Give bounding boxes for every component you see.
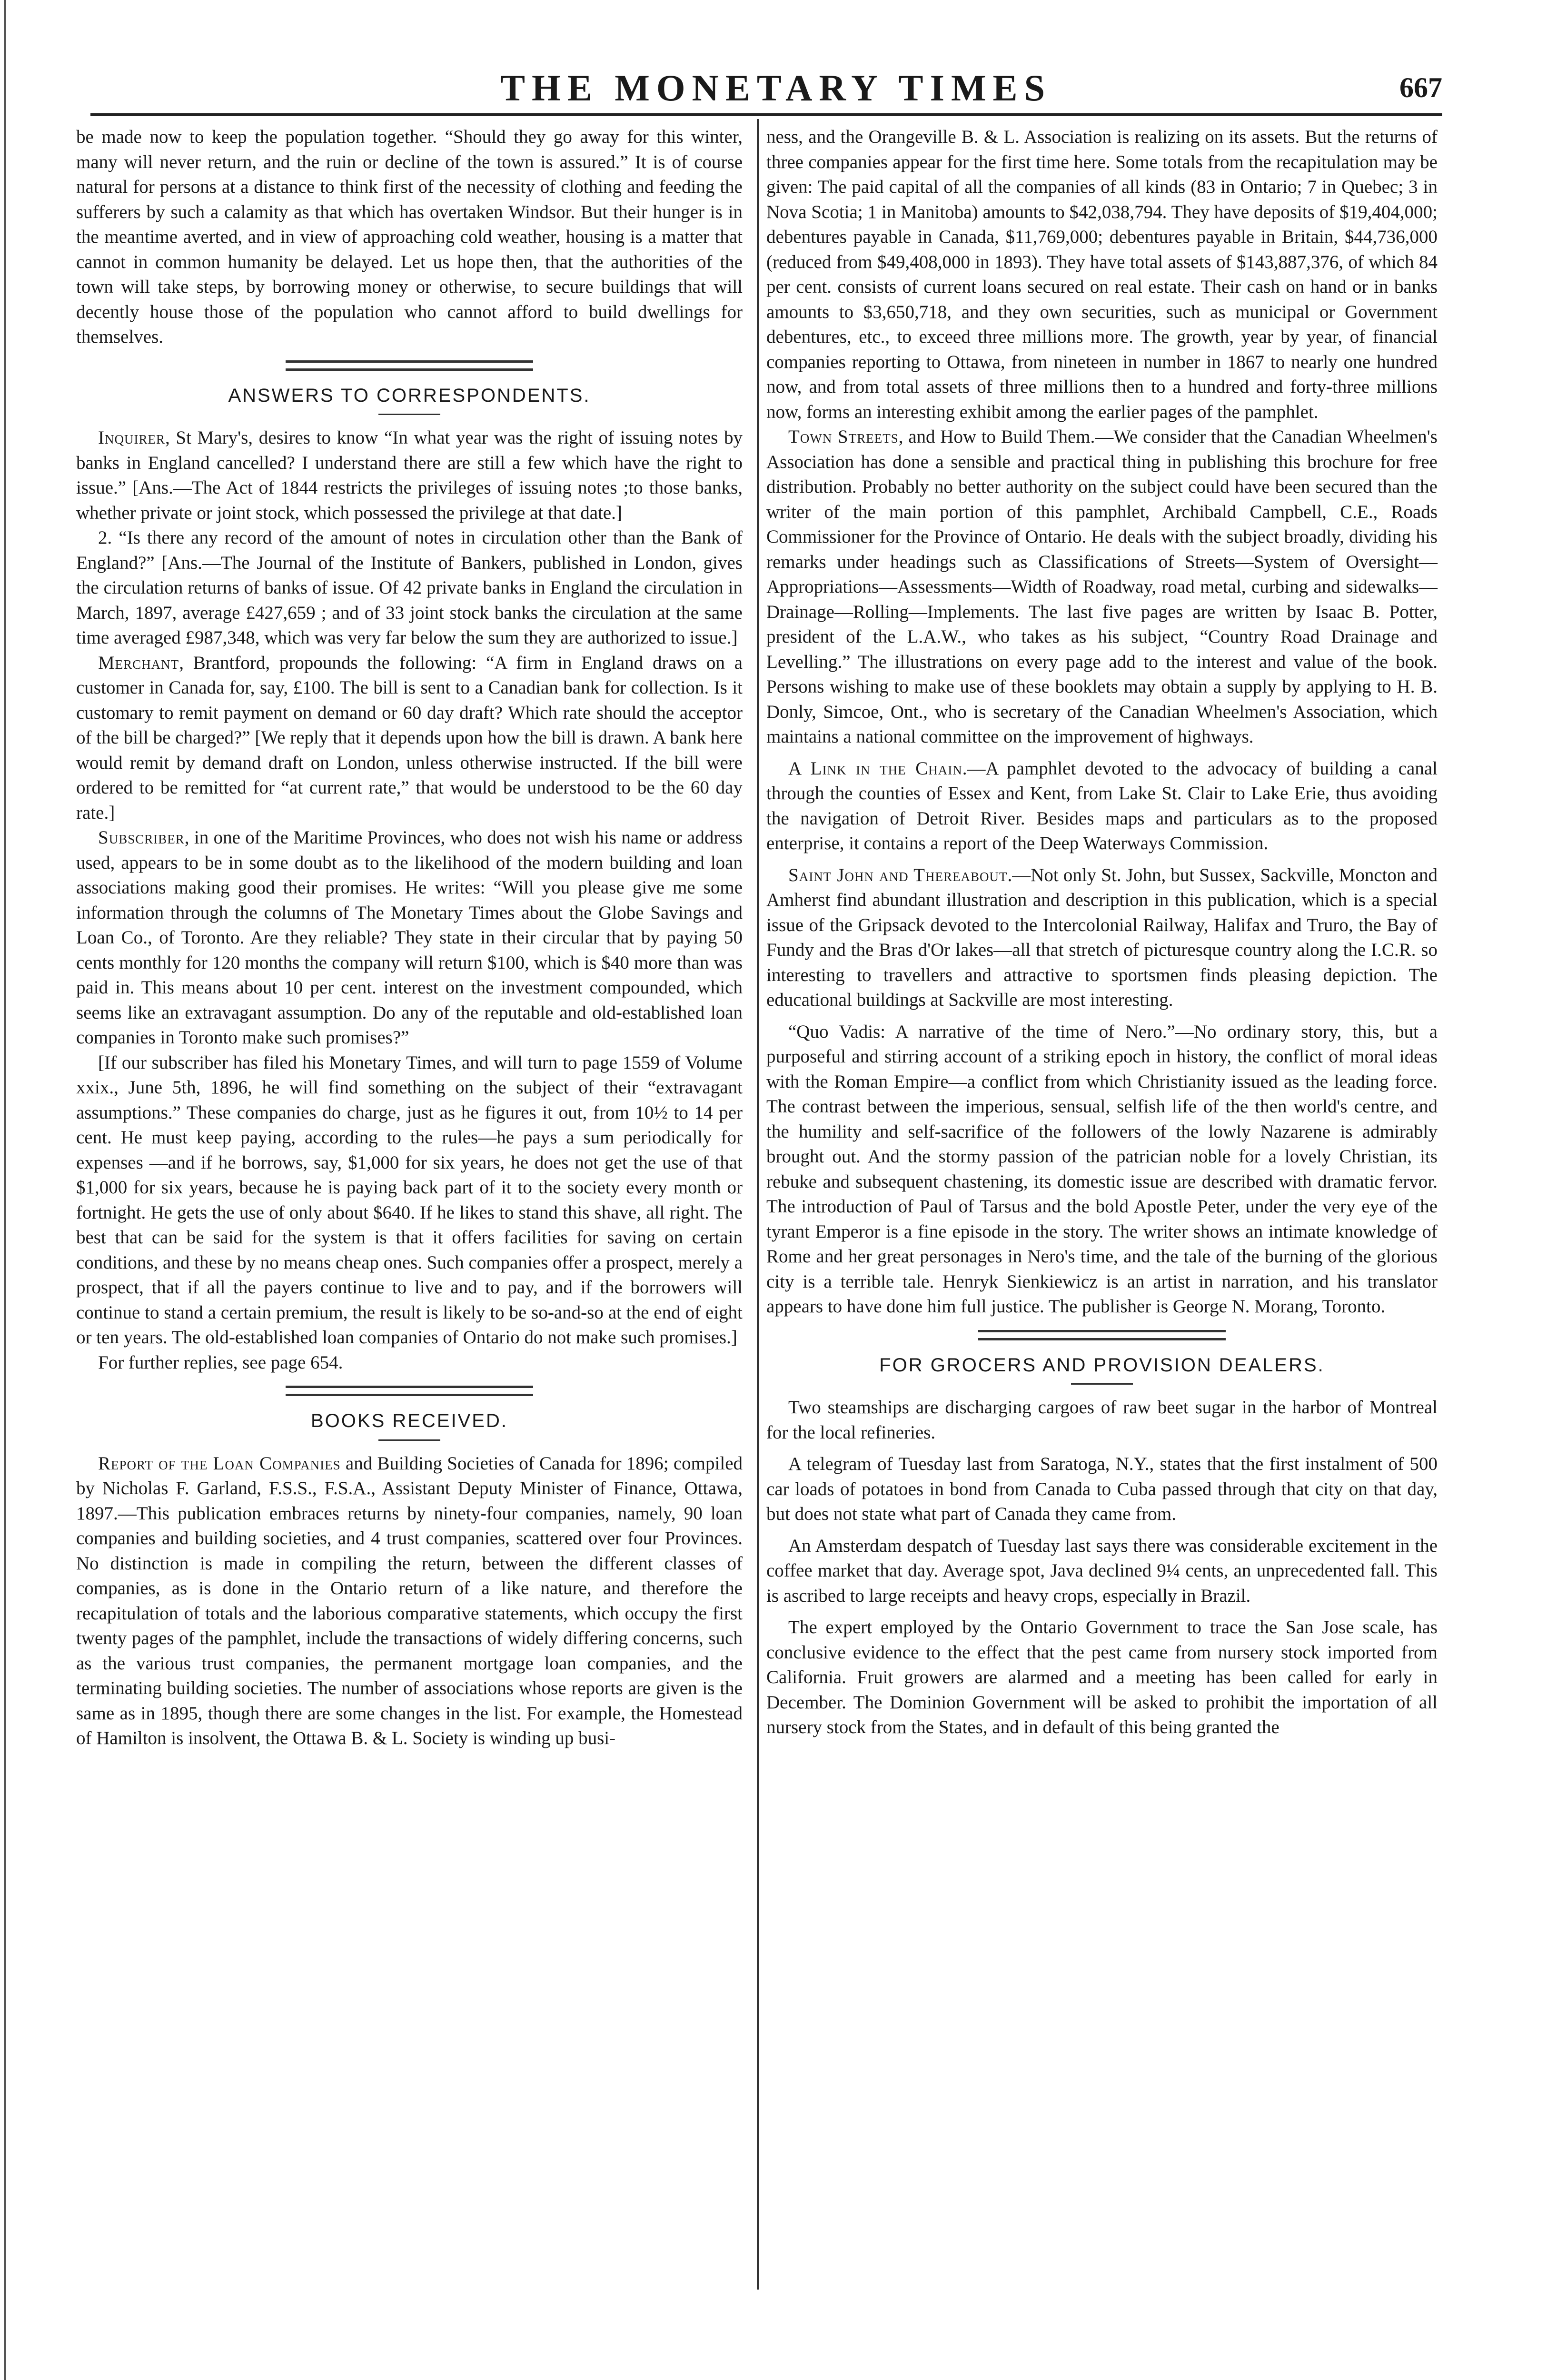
- paragraph-lead: Merchant: [98, 652, 179, 673]
- book-review-paragraph: [766, 863, 1438, 1013]
- grocers-heading: FOR GROCERS AND PROVISION DEALERS.: [879, 1354, 1325, 1376]
- paragraph-text: For further replies, see page 654.: [98, 1352, 343, 1373]
- heading-rule: [378, 1439, 440, 1441]
- left-column: [76, 125, 743, 1751]
- answers-heading: ANSWERS TO CORRESPONDENTS.: [228, 385, 591, 406]
- paragraph-text: “Quo Vadis: A narrative of the time of Nero.”—No ordinary story, this, but a purposeful and stirring account of a striking epoch in history, the conflict of moral ideas with the Roman Empire—a conflict from which Christianity issued as the leading force. The contrast between the imperious, sensual, selfish life of the then world's centre, and the humility and self-sacrifice of the followers of the lowly Nazarene is admirably brought out. And the stormy passion of the patrician noble for a lovely Christian, its rebuke and subsequent chastening, its domestic issue are described with dramatic fervor. The introduction of Paul of Tarsus and the bold Apostle Peter, under the very eye of the tyrant Emperor is a fine episode in the story. The writer shows an intimate knowledge of Rome and her great personages in Nero's time, and the tale of the burning of the glorious city is a terrible tale. Henryk Sienkiewicz is an artist in narration, and his translator appears to have done him full justice. The publisher is George N. Morang, Toronto.: [766, 1021, 1438, 1317]
- paragraph-text: , in one of the Maritime Provinces, who does not wish his name or address used, appears to be in some doubt as to the likelihood of the modern building and loan associations making good their promises. He writes: “Will you please give me some information through the columns of The Monetary Times about the Globe Savings and Loan Co., of Toronto. Are they reliable? They state in their circular that by paying 50 cents monthly for 120 months the company will return $100, which is $40 more than was paid in. This means about 10 per cent. interest on the investment compounded, which seems like an extravagant assumption. Do any of the reputable and old-established loan companies in Toronto make such promises?”: [76, 827, 743, 1048]
- paragraph-text: 2. “Is there any record of the amount of notes in circulation other than the Bank of England?” [Ans.—The Journal of the Institute of Bankers, published in London, gives the circulation returns of banks of issue. Of 42 private banks in England the circulation in March, 1897, average £427,659 ; and of 33 joint stock banks the circulation at the same time averaged £987,348, which was very far below the sum they are authorized to issue.]: [76, 527, 743, 648]
- section-separator: [286, 360, 533, 371]
- paragraph-lead: Inquirer: [98, 427, 165, 448]
- book-review-paragraph: [766, 125, 1438, 425]
- paragraph-text: .—Not only St. John, but Sussex, Sackville, Moncton and Amherst find abundant illustration and description in this publication, which is a special issue of the Gripsack devoted to the Intercolonial Railway, Halifax and Truro, the Bay of Fundy and the Bras d'Or lakes—all that stretch of picturesque country along the I.C.R. so interesting to travellers and attractive to sportsmen finds pleasing depiction. The educational buildings at Sackville are most interesting.: [766, 864, 1438, 1010]
- book-review-paragraph: [766, 756, 1438, 856]
- news-item: The expert employed by the Ontario Government to trace the San Jose scale, has conclusive evidence to the effect that the pest came from nursery stock imported from California. Fruit growers are alarmed and a meeting has been called for early in December. The Dominion Government will be asked to prohibit the importation of all nursery stock from the States, and in default of this being granted the: [766, 1617, 1438, 1737]
- book-review-paragraph: [766, 425, 1438, 750]
- paragraph-text: .—A pamphlet devoted to the advocacy of building a canal through the counties of Essex and Kent, from Lake St. Clair to Lake Erie, thus avoiding the navigation of Detroit River. Besides maps and particulars as to the proposed enterprise, it contains a report of the Deep Waterways Commission.: [766, 758, 1438, 853]
- paragraph-text: [If our subscriber has filed his Monetary Times, and will turn to page 1559 of Volume xxix., June 5th, 1896, he will find something on the subject of their “extravagant assumptions.” These companies do charge, just as he figures it out, from 10½ to 14 per cent. He must keep paying, according to the rules—he pays a sum periodically for expenses —and if he borrows, say, $1,000 for six years, he does not get the use of that $1,000 for six years, because he is paying back part of it to the society every month or fortnight. He gets the use of only about $640. If he likes to stand this shave, all right. The best that can be said for the system is that it offers facilities for saving on certain conditions, and these by no means cheap ones. Such companies offer a prospect, merely a prospect, that if all the payers continue to live and to pay, and if the borrowers will continue to stand a certain premium, the result is likely to be so-and-so at the end of eight or ten years. The old-established loan companies of Ontario do not make such promises.]: [76, 1052, 743, 1348]
- answer-paragraph: [76, 651, 743, 826]
- book-review-paragraph: [766, 1020, 1438, 1319]
- page-number: 667: [1399, 72, 1442, 103]
- heading-rule: [1071, 1383, 1133, 1385]
- paragraph-text: , and How to Build Them.—We consider that the Canadian Wheelmen's Association has done a sensible and practical thing in publishing this brochure for free distribution. Probably no better authority on the subject could have been secured than the writer of the main portion of this pamphlet, Archibald Campbell, C.E., Roads Commissioner for the Province of Ontario. He deals with the subject broadly, dividing his remarks under headings such as Classifications of Streets—System of Oversight—Appropriations—Assessments—Width of Roadway, road metal, curbing and sidewalks—Drainage—Rolling—Implements. The last five pages are written by Isaac B. Potter, president of the L.A.W., who takes as his subject, “Country Road Drainage and Levelling.” The illustrations on every page add to the interest and value of the book. Persons wishing to make use of these booklets may obtain a supply by applying to H. B. Donly, Simcoe, Ont., who is secretary of the Canadian Wheelmen's Association, which maintains a national committee on the improvement of highways.: [766, 426, 1438, 747]
- heading-rule: [378, 414, 440, 415]
- paragraph-lead: Subscriber: [98, 827, 185, 848]
- binding-edge: [4, 0, 6, 2380]
- answer-paragraph: [76, 426, 743, 526]
- paragraph-text: , St Mary's, desires to know “In what year was the right of issuing notes by banks in England cancelled? I understand there are still a few which have the right to issue.” [Ans.—The Act of 1844 restricts the privileges of issuing notes ;to those banks, whether private or joint stock, which possessed the privilege at that date.]: [76, 427, 743, 523]
- section-separator: [978, 1330, 1226, 1340]
- paragraph-lead: Saint John and Thereabout: [788, 864, 1008, 885]
- news-item: An Amsterdam despatch of Tuesday last says there was considerable excitement in the coffee market that day. Average spot, Java declined 9¼ cents, an unprecedented fall. This is ascribed to large receipts and heavy crops, especially in Brazil.: [766, 1535, 1438, 1606]
- paragraph-lead: A Link in the Chain: [788, 758, 962, 779]
- paragraph-text: and Building Societies of Canada for 1896; compiled by Nicholas F. Garland, F.S.S., F.S.A., Assistant Deputy Minister of Finance, Ottawa, 1897.—This publication embraces returns by ninety-four companies, namely, 90 loan companies and building societies, and 4 trust companies, scattered over four Provinces. No distinction is made in compiling the return, between the different classes of companies, as is done in the Ontario return of a like nature, and therefore the recapitulation of totals and the laborious comparative statements, which occupy the first twenty pages of the pamphlet, include the transactions of widely differing concerns, such as the various trust companies, the permanent mortgage loan companies, and the terminating building societies. The number of associations whose reports are given is the same as in 1895, though there are some changes in the list. For example, the Homestead of Hamilton is insolvent, the Ottawa B. & L. Society is winding up busi-: [76, 1453, 743, 1748]
- answer-paragraph: [76, 1051, 743, 1350]
- answer-paragraph: [76, 825, 743, 1051]
- right-column: [766, 125, 1438, 1740]
- paragraph-lead: Report of the Loan Companies: [98, 1453, 341, 1474]
- news-item: A telegram of Tuesday last from Saratoga, N.Y., states that the first instalment of 500 car loads of potatoes in bond from Canada to Cuba passed through that city on that day, but does not state what part of Canada they came from.: [766, 1454, 1438, 1524]
- news-item: Two steamships are discharging cargoes of raw beet sugar in the harbor of Montreal for the local refineries.: [766, 1397, 1438, 1443]
- paragraph-text: ness, and the Orangeville B. & L. Association is realizing on its assets. But the returns of three companies appear for the first time here. Some totals from the recapitulation may be given: The paid capital of all the companies of all kinds (83 in Ontario; 7 in Quebec; 3 in Nova Scotia; 1 in Manitoba) amounts to $42,038,794. They have deposits of $19,404,000; debentures payable in Canada, $11,769,000; debentures payable in Britain, $44,736,000 (reduced from $49,408,000 in 1893). They have total assets of $143,887,376, of which 84 per cent. consists of current loans secured on real estate. Their cash on hand or in banks amounts to $3,650,718, and they own securities, such as municipal or Government debentures, etc., to exceed three millions more. The growth, year by year, of financial companies reporting to Ottawa, from nineteen in number in 1867 to nearly one hundred now, and from total assets of three millions then to a hundred and forty-three millions now, forms an interesting exhibit among the earlier pages of the pamphlet.: [766, 127, 1438, 422]
- books-heading: BOOKS RECEIVED.: [311, 1410, 508, 1431]
- section-separator: [286, 1386, 533, 1396]
- header-rule: [90, 113, 1442, 116]
- book-review-paragraph: [76, 1451, 743, 1751]
- publication-title: THE MONETARY TIMES: [500, 67, 1051, 109]
- column-divider: [757, 119, 759, 2290]
- article-paragraph: be made now to keep the population together. “Should they go away for this winter, many will never return, and the ruin or decline of the town is assured.” It is of course natural for persons at a distance to think first of the necessity of clothing and feeding the sufferers by such a calamity as that which has overtaken Windsor. But their hunger is in the meantime averted, and in view of approaching cold weather, housing is a matter that cannot in common humanity be delayed. Let us hope then, that the authorities of the town will take steps, by borrowing money or otherwise, to secure buildings that will decently house those of the population who cannot afford to build dwellings for themselves.: [76, 127, 743, 347]
- paragraph-text: , Brantford, propounds the following: “A firm in England draws on a customer in Canada for, say, £100. The bill is sent to a Canadian bank for collection. Is it customary to remit payment on demand or 60 day draft? Which rate should the acceptor of the bill be charged?” [We reply that it depends upon how the bill is drawn. A bank here would remit by demand draft on London, unless otherwise instructed. If the bill were ordered to be remitted for “at current rate,” that would be understood to be the 60 day rate.]: [76, 652, 743, 823]
- answer-paragraph: [76, 526, 743, 651]
- masthead: [90, 67, 1461, 114]
- paragraph-lead: Town Streets: [788, 426, 899, 447]
- answer-paragraph: [76, 1350, 743, 1376]
